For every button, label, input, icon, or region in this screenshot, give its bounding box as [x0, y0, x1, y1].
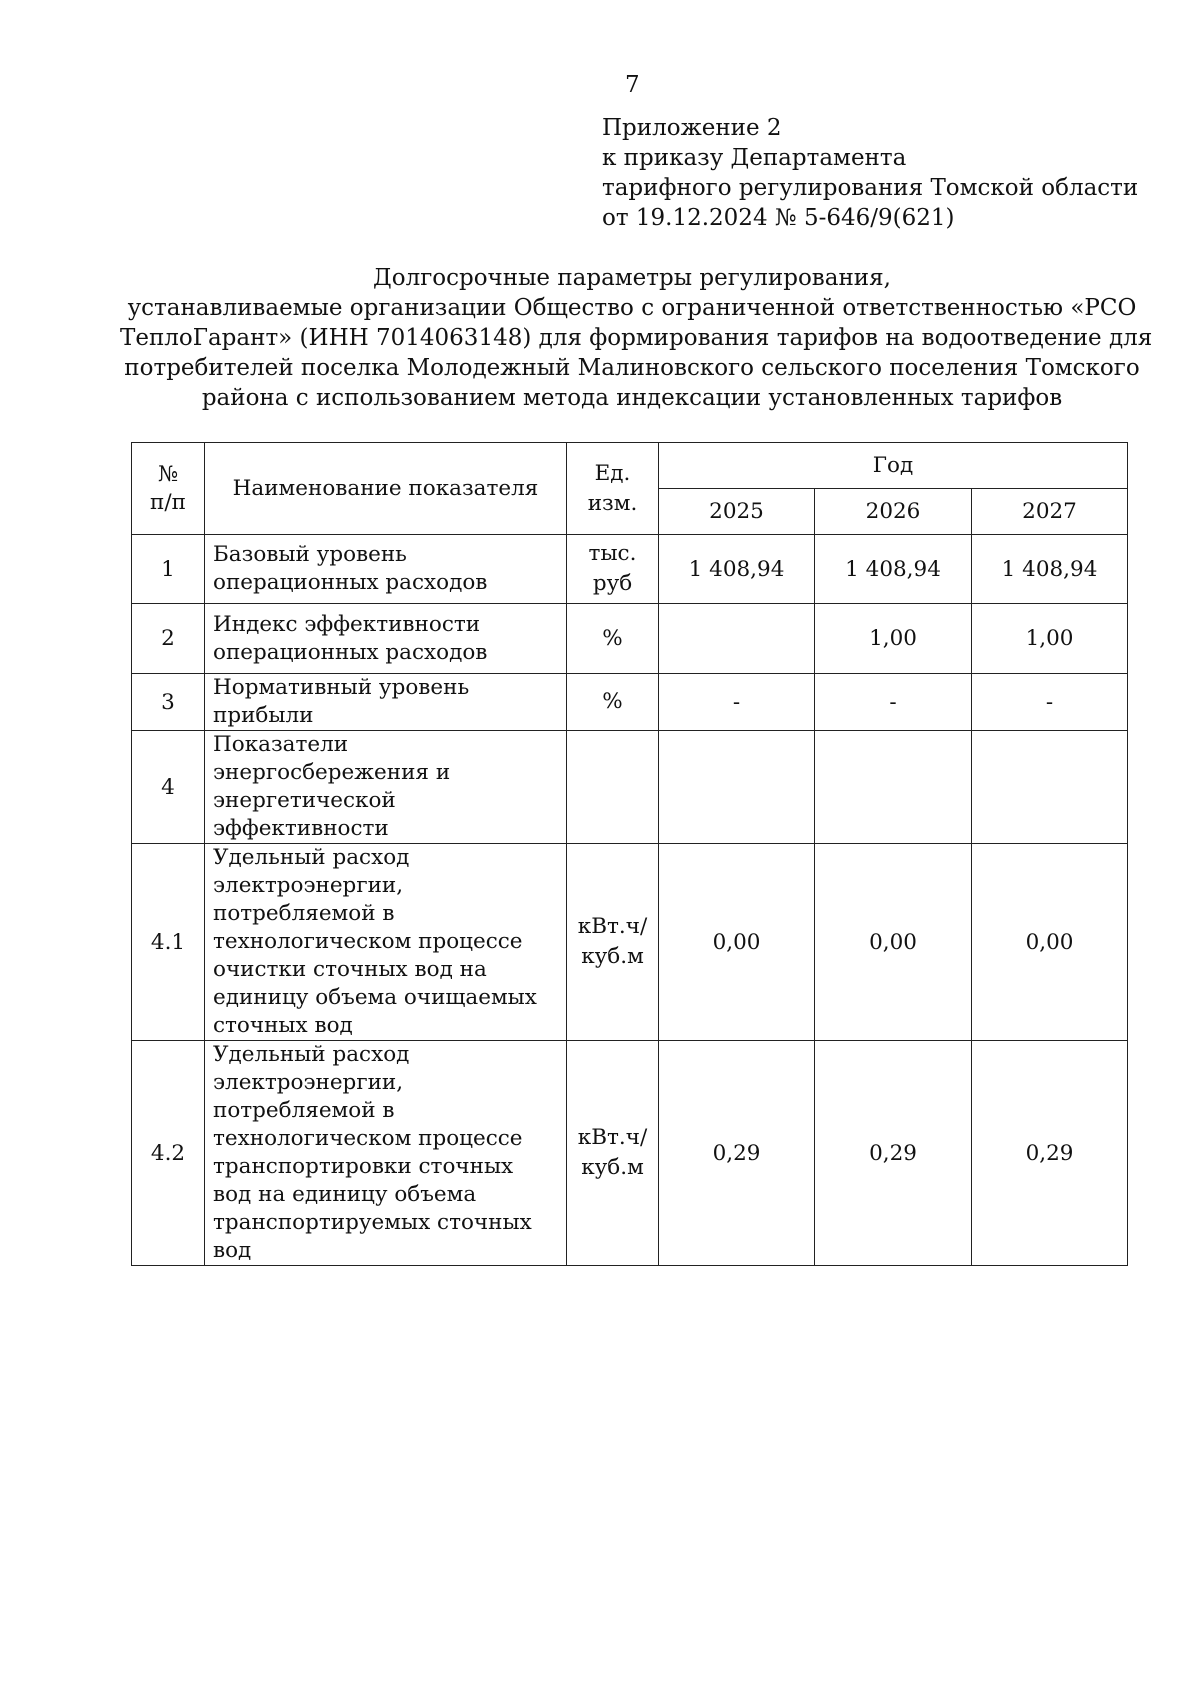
row-num: 1 — [132, 535, 205, 604]
row-num: 4.1 — [132, 844, 205, 1041]
table-row — [132, 844, 1128, 1041]
row-name: Базовый уровень операционных расходов — [205, 535, 567, 604]
row-value-2027: - — [972, 674, 1128, 731]
page-number: 7 — [625, 72, 640, 98]
title-line-5: района с использованием метода индексации установленных тарифов — [201, 385, 1063, 411]
header-num-line-1: № — [157, 461, 179, 487]
header-num — [132, 443, 205, 535]
row-value-2026: 1,00 — [815, 604, 972, 674]
row-unit: кВт.ч/ куб.м — [567, 844, 659, 1041]
row-value-2025: - — [659, 674, 815, 731]
appendix-line-4: от 19.12.2024 № 5-646/9(621) — [602, 205, 955, 231]
row-value-2025 — [659, 604, 815, 674]
appendix-line-2: к приказу Департамента — [602, 145, 907, 171]
row-value-2026: 1 408,94 — [815, 535, 972, 604]
appendix-block — [602, 113, 1138, 233]
header-year-2026: 2026 — [815, 489, 972, 535]
row-value-2025 — [659, 731, 815, 844]
table-row — [132, 535, 1128, 604]
row-name: Удельный расход электроэнергии, потребляемой в технологическом процессе очистки сточных вод на единицу объема очищаемых сточных вод — [205, 844, 567, 1041]
row-value-2025: 1 408,94 — [659, 535, 815, 604]
appendix-line-1: Приложение 2 — [602, 115, 782, 141]
header-year: Год — [659, 443, 1128, 489]
header-row-1 — [132, 443, 1128, 489]
table-row — [132, 1041, 1128, 1266]
row-num: 4.2 — [132, 1041, 205, 1266]
header-name: Наименование показателя — [205, 443, 567, 535]
row-unit: % — [567, 674, 659, 731]
row-unit: % — [567, 604, 659, 674]
row-value-2025: 0,00 — [659, 844, 815, 1041]
row-num: 4 — [132, 731, 205, 844]
header-num-line-2: п/п — [150, 489, 186, 515]
row-name: Нормативный уровень прибыли — [205, 674, 567, 731]
row-value-2026: 0,29 — [815, 1041, 972, 1266]
row-name: Удельный расход электроэнергии, потребляемой в технологическом процессе транспортировки сточных вод на единицу объема транспортируемых сточных вод — [205, 1041, 567, 1266]
parameters-table — [131, 442, 1128, 1266]
row-value-2027 — [972, 731, 1128, 844]
header-unit-line-1: Ед. — [594, 460, 631, 486]
row-value-2027: 1 408,94 — [972, 535, 1128, 604]
title-line-2: устанавливаемые организации Общество с ограниченной ответственностью «РСО — [127, 295, 1137, 321]
row-value-2026: - — [815, 674, 972, 731]
table-row — [132, 674, 1128, 731]
row-value-2027: 0,29 — [972, 1041, 1128, 1266]
title-line-1: Долгосрочные параметры регулирования, — [373, 265, 891, 291]
row-num: 2 — [132, 604, 205, 674]
appendix-line-3: тарифного регулирования Томской области — [602, 175, 1139, 201]
title-line-3: ТеплоГарант» (ИНН 7014063148) для формирования тарифов на водоотведение для — [120, 325, 1153, 351]
header-year-2027: 2027 — [972, 489, 1128, 535]
row-name: Индекс эффективности операционных расходов — [205, 604, 567, 674]
row-value-2027: 1,00 — [972, 604, 1128, 674]
row-name: Показатели энергосбережения и энергетической эффективности — [205, 731, 567, 844]
table-row — [132, 731, 1128, 844]
title-line-4: потребителей поселка Молодежный Малиновского сельского поселения Томского — [124, 355, 1140, 381]
document-title — [120, 263, 1153, 413]
row-value-2025: 0,29 — [659, 1041, 815, 1266]
row-value-2026 — [815, 731, 972, 844]
row-value-2027: 0,00 — [972, 844, 1128, 1041]
header-year-2025: 2025 — [659, 489, 815, 535]
row-unit: тыс. руб — [567, 535, 659, 604]
header-unit — [567, 443, 659, 535]
row-unit — [567, 731, 659, 844]
row-num: 3 — [132, 674, 205, 731]
header-unit-line-2: изм. — [587, 490, 638, 516]
table-row — [132, 604, 1128, 674]
row-unit: кВт.ч/ куб.м — [567, 1041, 659, 1266]
row-value-2026: 0,00 — [815, 844, 972, 1041]
